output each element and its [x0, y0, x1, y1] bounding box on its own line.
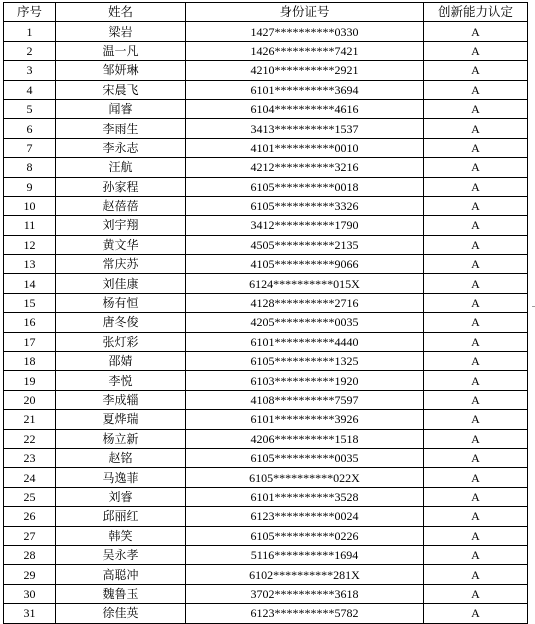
cell-id-number: 3702**********3618 — [186, 584, 424, 603]
cell-innovation-rating: A — [424, 22, 528, 41]
cell-innovation-rating: A — [424, 255, 528, 274]
table-row — [4, 196, 528, 215]
cell-serial-number: 24 — [4, 468, 56, 487]
cell-serial-number: 12 — [4, 235, 56, 254]
cell-serial-number: 16 — [4, 313, 56, 332]
cell-name: 吴永孝 — [56, 545, 186, 564]
cell-innovation-rating: A — [424, 332, 528, 351]
table-header — [4, 3, 528, 22]
cell-id-number: 4101**********0010 — [186, 138, 424, 157]
cell-name: 张灯彩 — [56, 332, 186, 351]
cell-serial-number: 18 — [4, 352, 56, 371]
table-body — [4, 22, 528, 623]
cell-innovation-rating: A — [424, 507, 528, 526]
cell-name: 李成辎 — [56, 390, 186, 409]
cell-id-number: 4212**********3216 — [186, 158, 424, 177]
cell-id-number: 6123**********5782 — [186, 604, 424, 623]
cell-id-number: 4128**********2716 — [186, 293, 424, 312]
cell-id-number: 4205**********0035 — [186, 313, 424, 332]
cell-name: 徐佳英 — [56, 604, 186, 623]
cell-innovation-rating: A — [424, 371, 528, 390]
cell-id-number: 6101**********3528 — [186, 487, 424, 506]
table-row — [4, 216, 528, 235]
cell-id-number: 3413**********1537 — [186, 119, 424, 138]
cell-innovation-rating: A — [424, 390, 528, 409]
cell-id-number: 6101**********4440 — [186, 332, 424, 351]
table-row — [4, 526, 528, 545]
table-row — [4, 410, 528, 429]
cell-name: 夏烨瑞 — [56, 410, 186, 429]
cell-id-number: 6102**********281X — [186, 565, 424, 584]
cell-innovation-rating: A — [424, 235, 528, 254]
table-row — [4, 158, 528, 177]
cell-id-number: 5116**********1694 — [186, 545, 424, 564]
cell-id-number: 6105**********0018 — [186, 177, 424, 196]
cell-innovation-rating: A — [424, 584, 528, 603]
cell-serial-number: 27 — [4, 526, 56, 545]
cell-innovation-rating: A — [424, 274, 528, 293]
cell-name: 宋晨飞 — [56, 80, 186, 99]
cell-name: 汪航 — [56, 158, 186, 177]
cell-serial-number: 4 — [4, 80, 56, 99]
header-id-number: 身份证号 — [186, 3, 424, 22]
cell-name: 杨有恒 — [56, 293, 186, 312]
cell-serial-number: 9 — [4, 177, 56, 196]
header-innovation-rating: 创新能力认定 — [424, 3, 528, 22]
table-row — [4, 255, 528, 274]
cell-innovation-rating: A — [424, 410, 528, 429]
cell-innovation-rating: A — [424, 80, 528, 99]
cell-innovation-rating: A — [424, 177, 528, 196]
cell-innovation-rating: A — [424, 158, 528, 177]
cell-serial-number: 5 — [4, 99, 56, 118]
cell-serial-number: 7 — [4, 138, 56, 157]
cell-id-number: 4210**********2921 — [186, 61, 424, 80]
table-row — [4, 468, 528, 487]
cell-id-number: 6105**********022X — [186, 468, 424, 487]
cell-innovation-rating: A — [424, 545, 528, 564]
cell-serial-number: 1 — [4, 22, 56, 41]
cell-serial-number: 25 — [4, 487, 56, 506]
table-row — [4, 604, 528, 623]
cell-name: 李永志 — [56, 138, 186, 157]
cell-serial-number: 3 — [4, 61, 56, 80]
header-name: 姓名 — [56, 3, 186, 22]
cell-innovation-rating: A — [424, 526, 528, 545]
cell-innovation-rating: A — [424, 293, 528, 312]
table-row — [4, 138, 528, 157]
table-row — [4, 61, 528, 80]
cell-innovation-rating: A — [424, 313, 528, 332]
cell-innovation-rating: A — [424, 468, 528, 487]
cell-serial-number: 15 — [4, 293, 56, 312]
cell-serial-number: 30 — [4, 584, 56, 603]
header-serial-number: 序号 — [4, 3, 56, 22]
cell-id-number: 6101**********3694 — [186, 80, 424, 99]
cell-serial-number: 13 — [4, 255, 56, 274]
cell-name: 唐冬俊 — [56, 313, 186, 332]
table-row — [4, 332, 528, 351]
cell-id-number: 1426**********7421 — [186, 41, 424, 60]
table-row — [4, 99, 528, 118]
cell-id-number: 6105**********3326 — [186, 196, 424, 215]
cell-innovation-rating: A — [424, 99, 528, 118]
table-row — [4, 565, 528, 584]
cell-id-number: 4108**********7597 — [186, 390, 424, 409]
cell-serial-number: 20 — [4, 390, 56, 409]
cell-name: 温一凡 — [56, 41, 186, 60]
table-row — [4, 119, 528, 138]
cell-id-number: 6104**********4616 — [186, 99, 424, 118]
cell-serial-number: 8 — [4, 158, 56, 177]
table-row — [4, 293, 528, 312]
table-row — [4, 22, 528, 41]
cell-id-number: 6105**********0035 — [186, 448, 424, 467]
cell-id-number: 6101**********3926 — [186, 410, 424, 429]
cell-serial-number: 21 — [4, 410, 56, 429]
cell-innovation-rating: A — [424, 138, 528, 157]
cell-name: 魏鲁玉 — [56, 584, 186, 603]
cell-serial-number: 6 — [4, 119, 56, 138]
table-row — [4, 507, 528, 526]
cell-name: 刘睿 — [56, 487, 186, 506]
table-row — [4, 177, 528, 196]
table-row — [4, 80, 528, 99]
cell-name: 黄文华 — [56, 235, 186, 254]
cell-name: 高聪冲 — [56, 565, 186, 584]
table-row — [4, 352, 528, 371]
table-row — [4, 545, 528, 564]
cell-id-number: 6123**********0024 — [186, 507, 424, 526]
cell-name: 邹妍琳 — [56, 61, 186, 80]
header-row — [4, 3, 528, 22]
cell-innovation-rating: A — [424, 352, 528, 371]
cell-innovation-rating: A — [424, 119, 528, 138]
cell-innovation-rating: A — [424, 196, 528, 215]
cell-name: 赵铭 — [56, 448, 186, 467]
cell-innovation-rating: A — [424, 487, 528, 506]
table-row — [4, 371, 528, 390]
cell-serial-number: 22 — [4, 429, 56, 448]
cell-id-number: 4206**********1518 — [186, 429, 424, 448]
cell-name: 韩笑 — [56, 526, 186, 545]
cell-name: 刘宇翔 — [56, 216, 186, 235]
cell-serial-number: 11 — [4, 216, 56, 235]
table-row — [4, 274, 528, 293]
cell-innovation-rating: A — [424, 429, 528, 448]
cell-serial-number: 29 — [4, 565, 56, 584]
cell-serial-number: 10 — [4, 196, 56, 215]
cell-id-number: 3412**********1790 — [186, 216, 424, 235]
cell-name: 马逸菲 — [56, 468, 186, 487]
table-row — [4, 429, 528, 448]
cell-innovation-rating: A — [424, 565, 528, 584]
table-row — [4, 448, 528, 467]
cell-serial-number: 19 — [4, 371, 56, 390]
cell-innovation-rating: A — [424, 604, 528, 623]
cell-id-number: 4505**********2135 — [186, 235, 424, 254]
certification-table — [3, 2, 528, 624]
cell-name: 常庆苏 — [56, 255, 186, 274]
table-row — [4, 487, 528, 506]
cell-serial-number: 28 — [4, 545, 56, 564]
cell-innovation-rating: A — [424, 61, 528, 80]
cell-serial-number: 17 — [4, 332, 56, 351]
cell-name: 邵婧 — [56, 352, 186, 371]
table-row — [4, 41, 528, 60]
cell-name: 李悦 — [56, 371, 186, 390]
cell-name: 梁岩 — [56, 22, 186, 41]
table-row — [4, 235, 528, 254]
table-row — [4, 584, 528, 603]
cell-id-number: 1427**********0330 — [186, 22, 424, 41]
table-row — [4, 390, 528, 409]
cell-serial-number: 26 — [4, 507, 56, 526]
cell-name: 杨立新 — [56, 429, 186, 448]
cell-serial-number: 14 — [4, 274, 56, 293]
cell-innovation-rating: A — [424, 41, 528, 60]
cell-serial-number: 23 — [4, 448, 56, 467]
cell-innovation-rating: A — [424, 448, 528, 467]
cell-id-number: 6105**********0226 — [186, 526, 424, 545]
cell-name: 闻睿 — [56, 99, 186, 118]
cell-innovation-rating: A — [424, 216, 528, 235]
cell-id-number: 6103**********1920 — [186, 371, 424, 390]
cell-id-number: 6105**********1325 — [186, 352, 424, 371]
cell-serial-number: 2 — [4, 41, 56, 60]
cell-name: 邱丽红 — [56, 507, 186, 526]
cell-id-number: 4105**********9066 — [186, 255, 424, 274]
cell-name: 孙家程 — [56, 177, 186, 196]
cell-serial-number: 31 — [4, 604, 56, 623]
cell-name: 李雨生 — [56, 119, 186, 138]
cell-name: 刘佳康 — [56, 274, 186, 293]
table-row — [4, 313, 528, 332]
cell-name: 赵蓓蓓 — [56, 196, 186, 215]
cell-id-number: 6124**********015X — [186, 274, 424, 293]
